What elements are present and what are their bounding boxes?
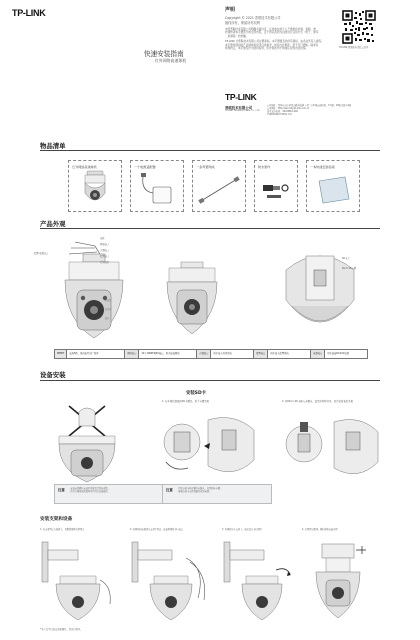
statement-line: 特殊约定，本手册仅作为使用指导，所作陈述均不构成任何形式的担保。 (225, 47, 308, 51)
cover-logo: TP-LINK (12, 8, 46, 18)
packing-item-label: 一本快速安装指南 (310, 165, 335, 169)
callout-label: 补光灯 (105, 299, 112, 302)
bracket-step-1-icon (40, 540, 120, 624)
packing-title: 物品清单 (40, 142, 66, 150)
statement-rights: 版权所有，保留所有权利 (225, 21, 261, 25)
legend-text: 用于接入报警设备 (268, 350, 311, 358)
statement-panel (225, 6, 410, 76)
callout-label: SD卡盖 (342, 257, 350, 260)
company-doc-code: 7108504047 REV1.0.0 (267, 113, 292, 116)
company-name-en: TP-LINK TECHNOLOGIES CO., LTD. (225, 110, 260, 112)
appearance-title: 产品外观 (40, 220, 66, 228)
callout-label: 网络接口 (100, 243, 109, 246)
callout-label: 音频接口 (100, 249, 109, 252)
company-panel (225, 92, 410, 122)
bracket-step-2-icon (130, 540, 212, 624)
note-label: 注意 (166, 488, 173, 492)
statement-line: 、录制等）的传播。 (225, 34, 249, 38)
callouts-left (100, 236, 134, 266)
company-name: 普联技术有限公司 (225, 106, 253, 110)
packing-item-camera (68, 160, 122, 212)
cover-panel (0, 0, 210, 140)
callout-label: 电源 (100, 237, 105, 240)
packing-item-label: 防水套件 (258, 165, 271, 169)
callout-label: 红外灯 (105, 308, 112, 311)
install-rule (40, 380, 380, 381)
statement-line: TP-LINK 为普联技术有限公司注册商标。本手册提及的所有商标，由各自所有人拥有。 (225, 40, 324, 44)
waterproof-kit-icon (261, 175, 291, 203)
packing-item-guide (306, 160, 360, 212)
legend-label: RESET (55, 350, 67, 358)
sd-step-1: 1. 拧开球机顶部的SD卡槽盖，取下卡槽盖板 (162, 400, 210, 403)
note-label: 注意 (58, 488, 65, 492)
statement-text (225, 28, 333, 50)
sd-open-cover-icon (160, 410, 260, 476)
legend-label: 网络接口 (125, 350, 139, 358)
cover-subtitle: 红外网络高速球机 (155, 58, 187, 63)
bracket-title: 安装支架和设备 (40, 517, 73, 522)
note-text: · 安装前请确认安装位置能承受设备重量。 · 请勿在潮湿或高温环境中进行安装操作。 (69, 487, 110, 494)
bracket-step-4: 4. 拧紧固定螺丝，确认球机安装牢固 (302, 528, 338, 531)
packing-item-waterproof (254, 160, 298, 212)
dome-camera-icon (83, 171, 107, 209)
camera-front-view-icon (165, 262, 219, 338)
statement-line: 未经普联技术有限公司明确书面许可，任何单位或个人不得擅自仿制、复制、誊 (225, 28, 316, 31)
legend-text: 用于接入对讲设备 (211, 350, 254, 358)
legend-text: 用于连接DC12V电源 (327, 352, 349, 355)
company-website: 公司网址：http://security.tp-link.com.cn (267, 107, 310, 110)
callouts-mid (105, 296, 131, 323)
camera-no-touch-icon (55, 398, 119, 484)
install-note-2 (162, 484, 272, 504)
install-title: 设备安装 (40, 371, 66, 379)
packing-item-cable (192, 160, 246, 212)
appearance-legend (54, 349, 368, 359)
company-address: 公司地址：深圳市南山区深南路科技园工业厂房24栋南段1层、3-5层、28栋北段1-4层 (267, 104, 352, 107)
statement-line: 抄或转译本手册部分或全部内容，且不得以营利为目的进行任何方式（电子、影印 (225, 31, 319, 35)
power-adapter-icon (139, 171, 177, 207)
guide-booklet-icon (317, 175, 351, 205)
company-info (267, 104, 407, 116)
company-logo: TP-LINK (225, 92, 257, 102)
callout-label: 报警/电源接口 (34, 252, 48, 255)
cover-title: 快速安装指南 (144, 50, 184, 58)
legend-text: 10 / 100M RJ45接口，用于连接网络 (139, 350, 197, 358)
legend-label: 电源接口 (311, 350, 325, 358)
qr-caption: TP-LINK 视频监控 微信公众号 (339, 46, 369, 49)
legend-label: 音频接口 (197, 350, 211, 358)
packing-rule (40, 150, 380, 151)
packing-item-label: 红外网络高速球机 (72, 165, 97, 169)
statement-line: 本手册所提到的产品规格和资讯仅供参考，如有内容更新，恕不另行通知。除非有 (225, 43, 319, 47)
bracket-footnote: *本产品不包括支架和螺钉，请自行购买。 (40, 628, 83, 631)
bracket-step-1: 1. 将支架固定在墙面上，用膨胀螺丝拧紧固定 (40, 528, 85, 531)
legend-label: 报警接口 (254, 350, 268, 358)
callout-label: 镜头 (105, 317, 110, 320)
bracket-step-3-icon (222, 540, 302, 624)
bracket-step-3: 3. 将球机挂在支架上，旋转使其卡扣到位 (222, 528, 262, 531)
sd-insert-card-icon (282, 410, 382, 476)
packing-item-label: 一个电源适配器 (134, 165, 156, 169)
sd-install-title: 安装SD卡 (186, 391, 206, 396)
callouts-right (342, 254, 386, 274)
packing-item-label: 一条弯管网线 (196, 165, 215, 169)
packing-item-adapter (130, 160, 184, 212)
appearance-rule (40, 228, 380, 229)
statement-copyright: Copyright © 2021 普联技术有限公司 (225, 16, 281, 20)
bracket-step-2: 2. 将网线和电源线从支架中穿过，连接到球机对应接口 (130, 528, 184, 531)
company-hotline: 技术支持热线：400-8863-400 (267, 110, 298, 113)
statement-heading: 声明 (225, 7, 236, 13)
qr-code-icon (342, 10, 376, 44)
callout-label: 报警接口 (100, 255, 109, 258)
bracket-step-4-icon (302, 540, 382, 624)
callout-label: 复位按键 (100, 261, 109, 264)
network-cable-icon (199, 175, 239, 205)
sd-step-2: 2. 将Micro SD卡插入卡槽内，直至听到咔嗒声，然后重新装好盖板 (282, 400, 353, 403)
note-text: · 请将存储卡按正确方向插入，以免损坏卡槽。 · 插拔存储卡前请先断开设备电源。 (177, 487, 223, 494)
install-note-1 (54, 484, 164, 504)
callout-label: Micro SD卡槽 (342, 267, 357, 270)
legend-text: 长按5秒，设备恢复出厂设置 (67, 350, 125, 358)
